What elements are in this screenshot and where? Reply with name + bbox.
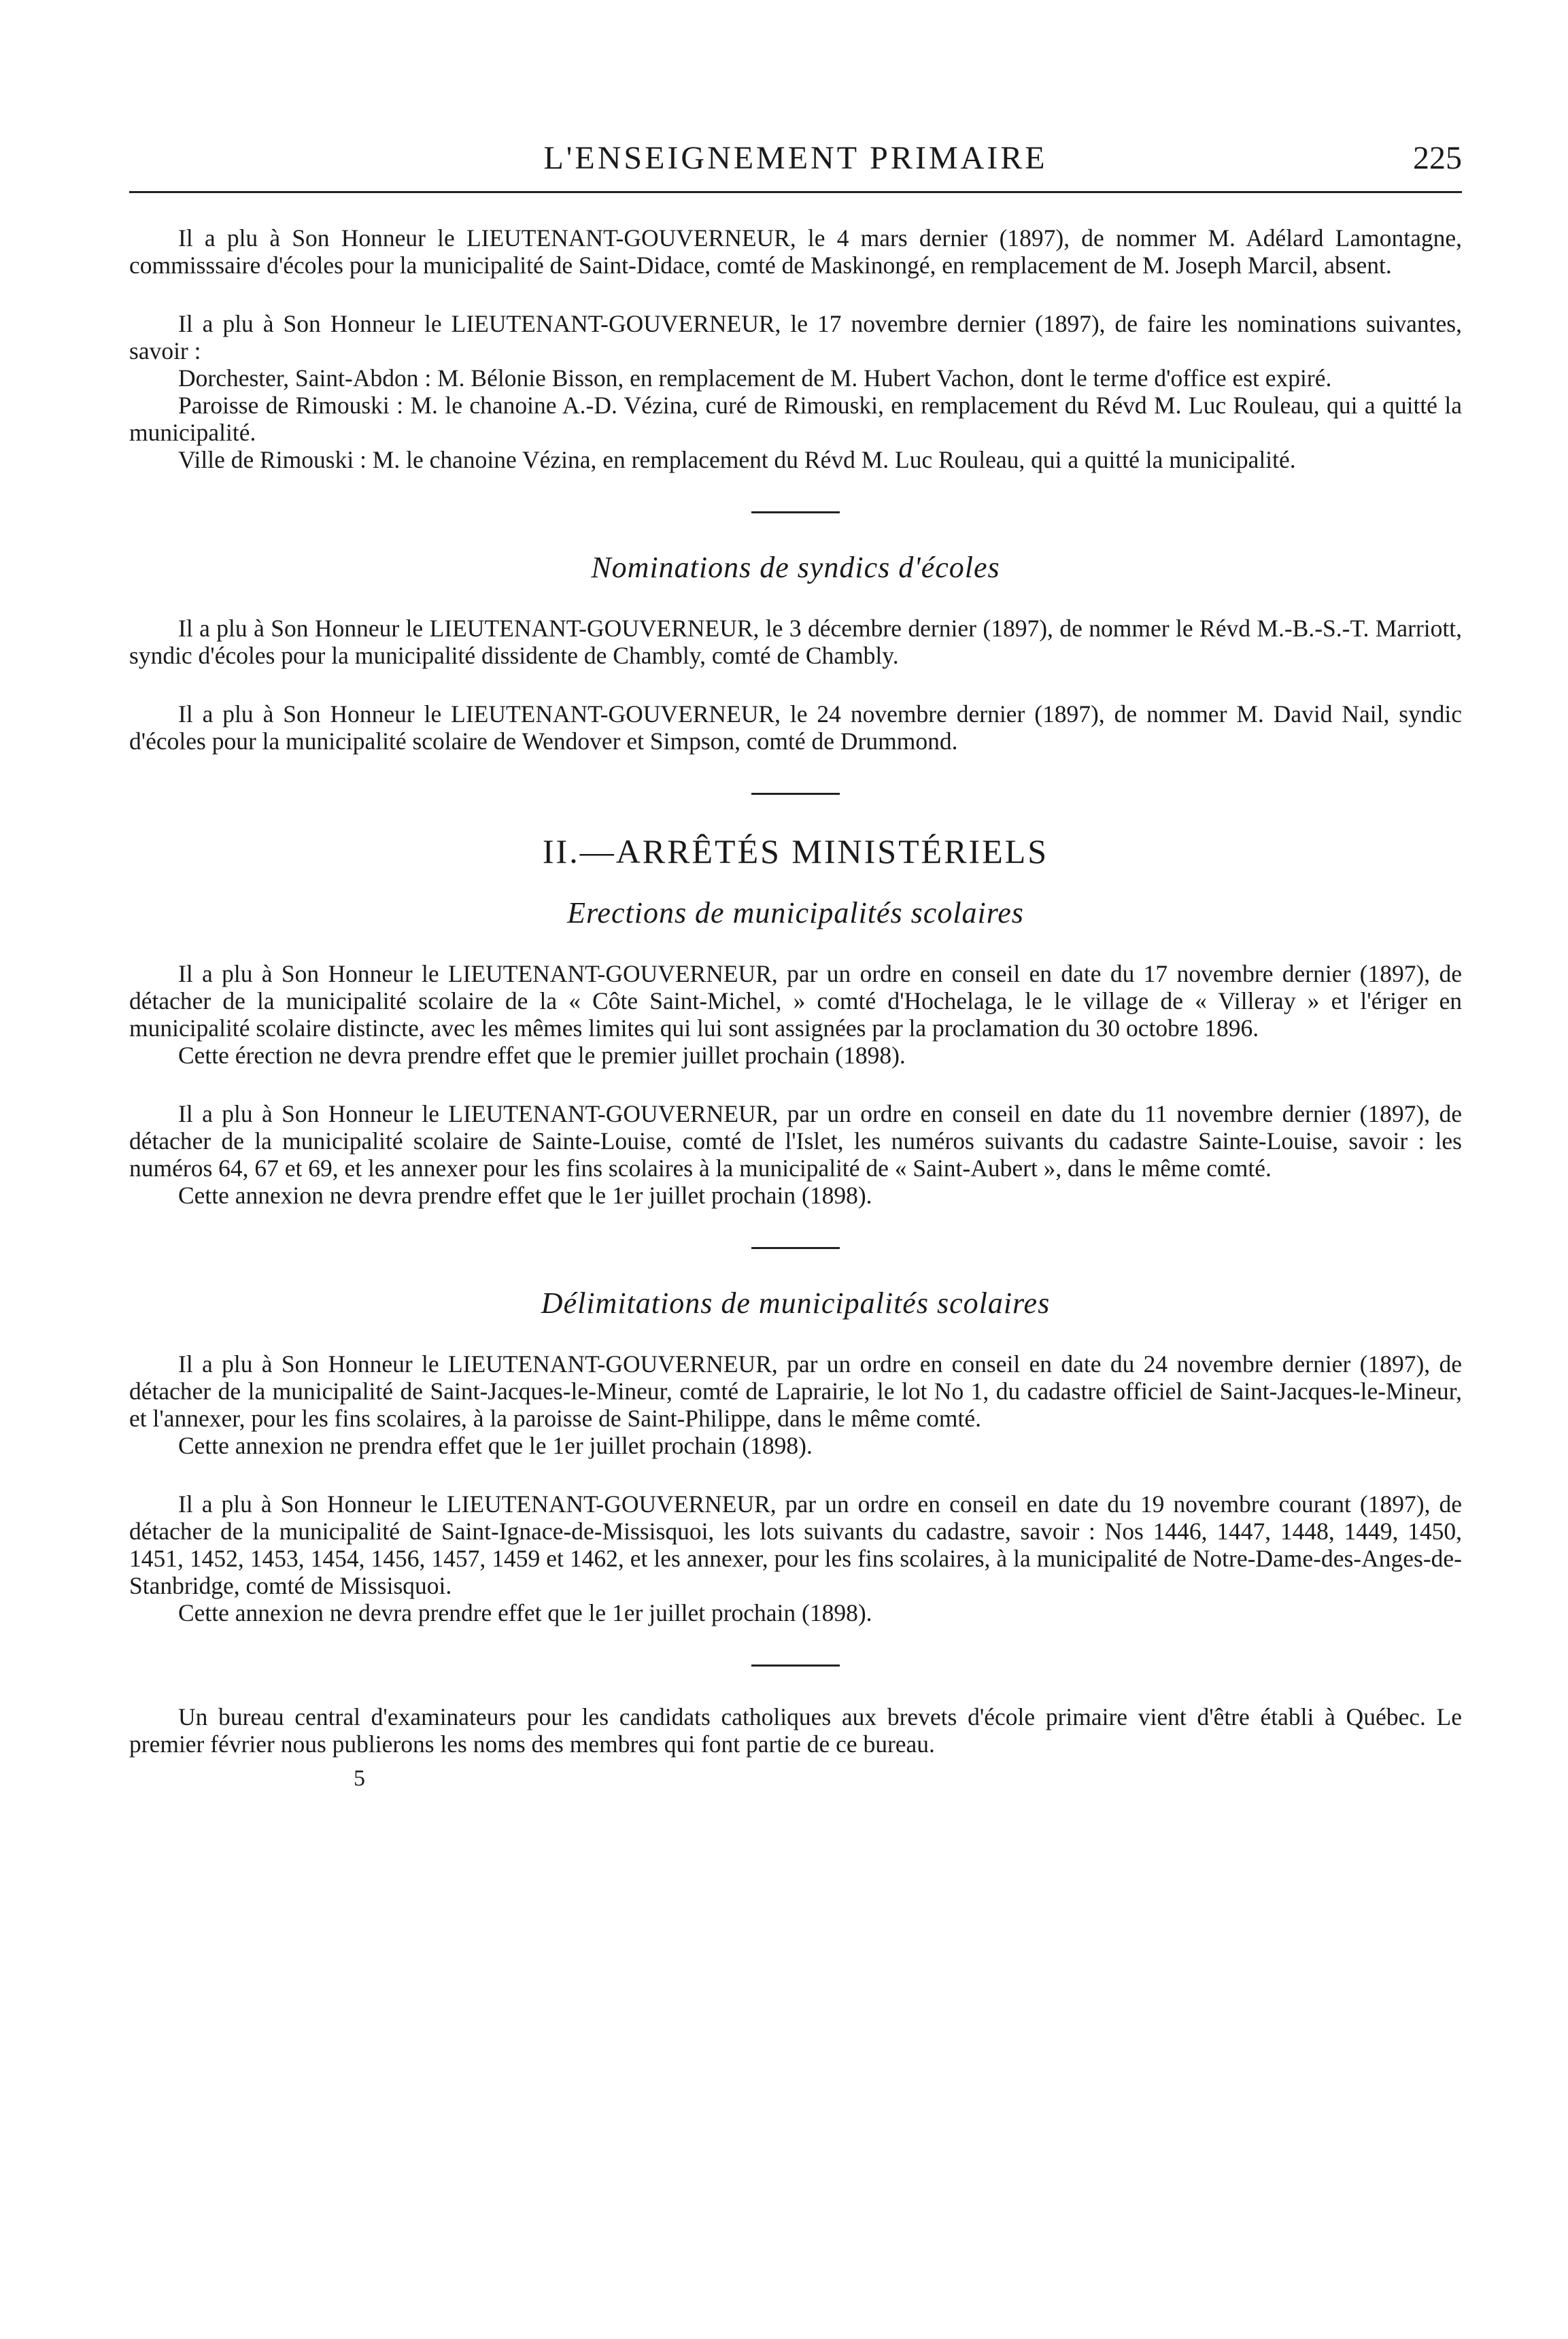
paragraph-erection-effet: Cette érection ne devra prendre effet que le premier juillet prochain (1898). <box>178 1042 906 1069</box>
paragraph-nominations-intro: Il a plu à Son Honneur le LIEUTENANT-GOUVERNEUR, le 17 novembre dernier (1897), de faire les nominations suivantes, savoir : <box>129 310 1462 364</box>
subheading-delimitations: Délimitations de municipalités scolaires <box>541 1286 1051 1320</box>
header-rule <box>129 191 1462 193</box>
paragraph-saint-jacques: Il a plu à Son Honneur le LIEUTENANT-GOUVERNEUR, par un ordre en conseil en date du 24 novembre dernier (1897), de détacher de la municipalité de Saint-Jacques-le-Mineur, comté de Laprairie, le lot No 1, du cadastre officiel de Saint-Jacques-le-Mineur, et l'annexer, pour les fins scolaires, à la paroisse de Saint-Philippe, dans le même comté. <box>129 1350 1462 1432</box>
subheading-erections: Erections de municipalités scolaires <box>567 896 1024 929</box>
subheading-syndics: Nominations de syndics d'écoles <box>591 551 1000 584</box>
document-page <box>129 126 1462 1792</box>
paragraph-annexion-effet-2: Cette annexion ne prendra effet que le 1er juillet prochain (1898). <box>178 1432 813 1459</box>
signature-mark: 5 <box>354 1766 365 1791</box>
separator-rule <box>751 793 840 795</box>
running-title: L'ENSEIGNEMENT PRIMAIRE <box>543 140 1048 176</box>
paragraph-saint-ignace: Il a plu à Son Honneur le LIEUTENANT-GOUVERNEUR, par un ordre en conseil en date du 19 novembre courant (1897), de détacher de la municipalité de Saint-Ignace-de-Missisquoi, les lots suivants du cadastre, savoir : Nos 1446, 1447, 1448, 1449, 1450, 1451, 1452, 1453, 1454, 1456, 1457, 1459 et 1462, et les annexer, pour les fins scolaires, à la municipalité de Notre-Dame-des-Anges-de-Stanbridge, comté de Missisquoi. <box>129 1490 1462 1599</box>
paragraph-bureau-central: Un bureau central d'examinateurs pour les candidats catholiques aux brevets d'école primaire vient d'être établi à Québec. Le premier février nous publierons les noms des membres qui font partie de ce bureau. <box>129 1703 1462 1758</box>
paragraph-villeray: Il a plu à Son Honneur le LIEUTENANT-GOUVERNEUR, par un ordre en conseil en date du 17 novembre dernier (1897), de détacher de la municipalité scolaire de la « Côte Saint-Michel, » comté d'Hochelaga, le le village de « Villeray » et l'ériger en municipalité scolaire distincte, avec les mêmes limites qui lui sont assignées par la proclamation du 30 octobre 1896. <box>129 960 1462 1042</box>
page-number: 225 <box>1413 140 1462 176</box>
paragraph-dorchester: Dorchester, Saint-Abdon : M. Bélonie Bisson, en remplacement de M. Hubert Vachon, dont le terme d'office est expiré. <box>178 364 1332 392</box>
separator-rule <box>751 1247 840 1249</box>
paragraph-nail: Il a plu à Son Honneur le LIEUTENANT-GOUVERNEUR, le 24 novembre dernier (1897), de nommer M. David Nail, syndic d'écoles pour la municipalité scolaire de Wendover et Simpson, comté de Drummond. <box>129 700 1462 755</box>
separator-rule <box>751 1664 840 1667</box>
section-heading-arretes: II.—ARRÊTÉS MINISTÉRIELS <box>542 832 1049 870</box>
paragraph-lamontagne: Il a plu à Son Honneur le LIEUTENANT-GOUVERNEUR, le 4 mars dernier (1897), de nommer M. Adélard Lamontagne, commisssaire d'écoles pour la municipalité de Saint-Didace, comté de Maskinongé, en remplacement de M. Joseph Marcil, absent. <box>129 224 1462 279</box>
separator-rule <box>751 511 840 513</box>
paragraph-sainte-louise: Il a plu à Son Honneur le LIEUTENANT-GOUVERNEUR, par un ordre en conseil en date du 11 novembre dernier (1897), de détacher de la municipalité scolaire de Sainte-Louise, comté de l'Islet, les numéros suivants du cadastre Sainte-Louise, savoir : les numéros 64, 67 et 69, et les annexer pour les fins scolaires à la municipalité de « Saint-Aubert », dans le même comté. <box>129 1100 1462 1182</box>
running-header <box>129 126 1462 191</box>
paragraph-marriott: Il a plu à Son Honneur le LIEUTENANT-GOUVERNEUR, le 3 décembre dernier (1897), de nommer le Révd M.-B.-S.-T. Marriott, syndic d'écoles pour la municipalité dissidente de Chambly, comté de Chambly. <box>129 615 1462 669</box>
paragraph-paroisse-rimouski: Paroisse de Rimouski : M. le chanoine A.-D. Vézina, curé de Rimouski, en remplacement du Révd M. Luc Rouleau, qui a quitté la municipalité. <box>129 392 1462 446</box>
paragraph-annexion-effet: Cette annexion ne devra prendre effet que le 1er juillet prochain (1898). <box>178 1182 872 1209</box>
paragraph-annexion-effet-3: Cette annexion ne devra prendre effet que le 1er juillet prochain (1898). <box>178 1599 872 1626</box>
paragraph-ville-rimouski: Ville de Rimouski : M. le chanoine Vézina, en remplacement du Révd M. Luc Rouleau, qui a quitté la municipalité. <box>178 446 1296 473</box>
